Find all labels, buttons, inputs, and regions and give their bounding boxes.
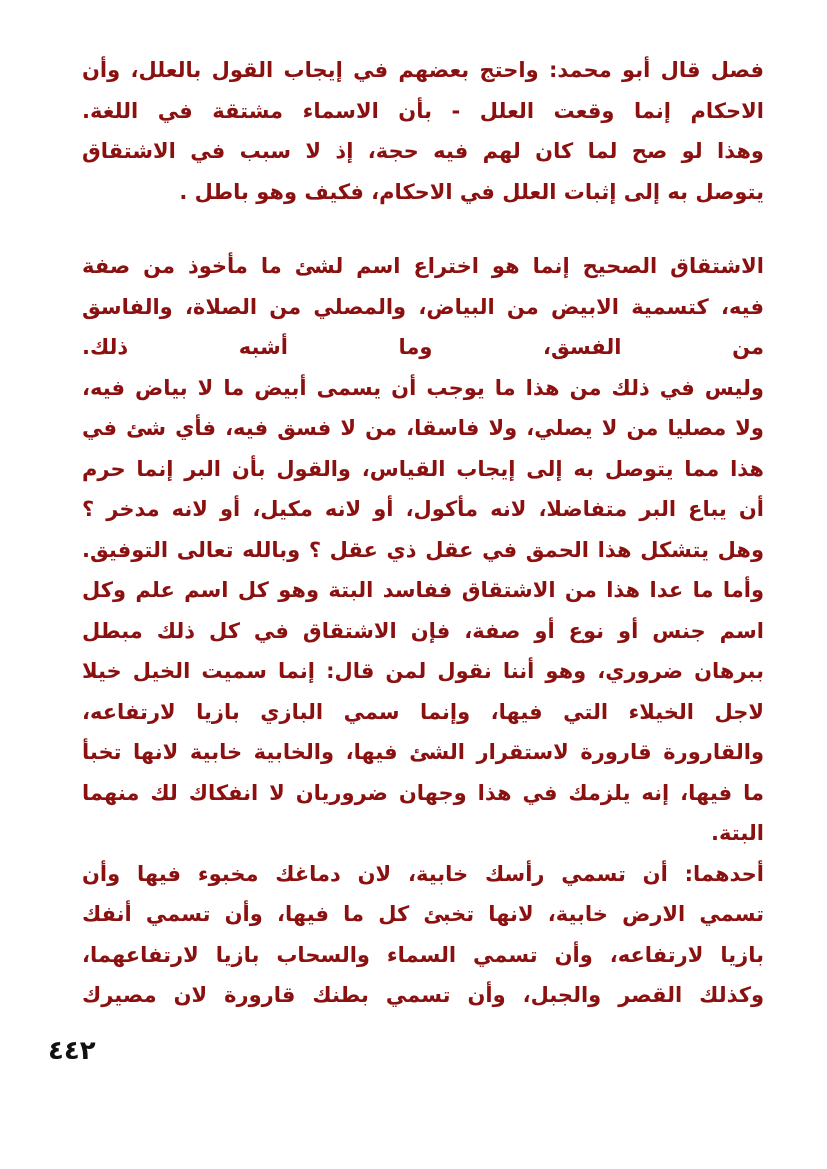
text-line: وكذلك القصر والجبل، وأن تسمي بطنك قارورة لان مصيرك bbox=[82, 983, 764, 1007]
text-line: هذا مما يتوصل به إلى إيجاب القياس، والقول بأن البر إنما حرم bbox=[82, 456, 764, 481]
paragraph-2 bbox=[82, 246, 764, 1016]
text-line: ولا مصليا من لا يصلي، ولا فاسقا، من لا فسق فيه، فأي شئ في bbox=[82, 416, 764, 440]
text-line: تسمي الارض خابية، لانها تخبئ كل ما فيها، وأن تسمي أنفك bbox=[82, 902, 764, 926]
text-line: الاحكام إنما وقعت العلل - بأن الاسماء مشتقة في اللغة. bbox=[82, 98, 764, 123]
text-line: لاجل الخيلاء التي فيها، وإنما سمي البازي بازيا لارتفاعه، bbox=[82, 699, 764, 724]
text-line: فيه، كتسمية الابيض من البياض، والمصلي من الصلاة، والفاسق bbox=[82, 294, 764, 319]
text-line: ببرهان ضروري، وهو أننا نقول لمن قال: إنما سميت الخيل خيلا bbox=[82, 659, 764, 683]
text-line: والقارورة قارورة لاستقرار الشئ فيها، والخابية خابية لانها تخبأ bbox=[82, 740, 764, 764]
text-line: أحدهما: أن تسمي رأسك خابية، لان دماغك مخبوء فيها وأن bbox=[82, 861, 764, 886]
text-line: من الفسق، وما أشبه ذلك. bbox=[82, 335, 764, 359]
text-line: بازيا لارتفاعه، وأن تسمي السماء والسحاب بازيا لارتفاعهما، bbox=[82, 942, 764, 967]
text-line: يتوصل به إلى إثبات العلل في الاحكام، فكيف وهو باطل . bbox=[179, 179, 764, 204]
page-number: ٤٤٢ bbox=[48, 1036, 96, 1066]
text-line: أن يباع البر متفاضلا، لانه مأكول، أو لانه مكيل، أو لانه مدخر ؟ bbox=[82, 497, 764, 521]
text-line: فصل قال أبو محمد: واحتج بعضهم في إيجاب القول بالعلل، وأن bbox=[82, 58, 764, 82]
text-line: ما فيها، إنه يلزمك في هذا وجهان ضروريان لا انفكاك لك منهما bbox=[82, 780, 764, 805]
text-line: وهذا لو صح لما كان لهم فيه حجة، إذ لا سبب في الاشتقاق bbox=[82, 139, 764, 163]
text-line: البتة. bbox=[711, 821, 764, 845]
text-line: وليس في ذلك من هذا ما يوجب أن يسمى أبيض ما لا بياض فيه، bbox=[82, 375, 764, 400]
text-line: الاشتقاق الصحيح إنما هو اختراع اسم لشئ ما مأخوذ من صفة bbox=[82, 254, 764, 278]
text-line: اسم جنس أو نوع أو صفة، فإن الاشتقاق في كل ذلك مبطل bbox=[82, 618, 764, 643]
text-line: وأما ما عدا هذا من الاشتقاق ففاسد البتة وهو كل اسم علم وكل bbox=[82, 578, 764, 602]
paragraph-1 bbox=[82, 50, 764, 212]
text-line: وهل يتشكل هذا الحمق في عقل ذي عقل ؟ وبالله تعالى التوفيق. bbox=[82, 537, 764, 562]
